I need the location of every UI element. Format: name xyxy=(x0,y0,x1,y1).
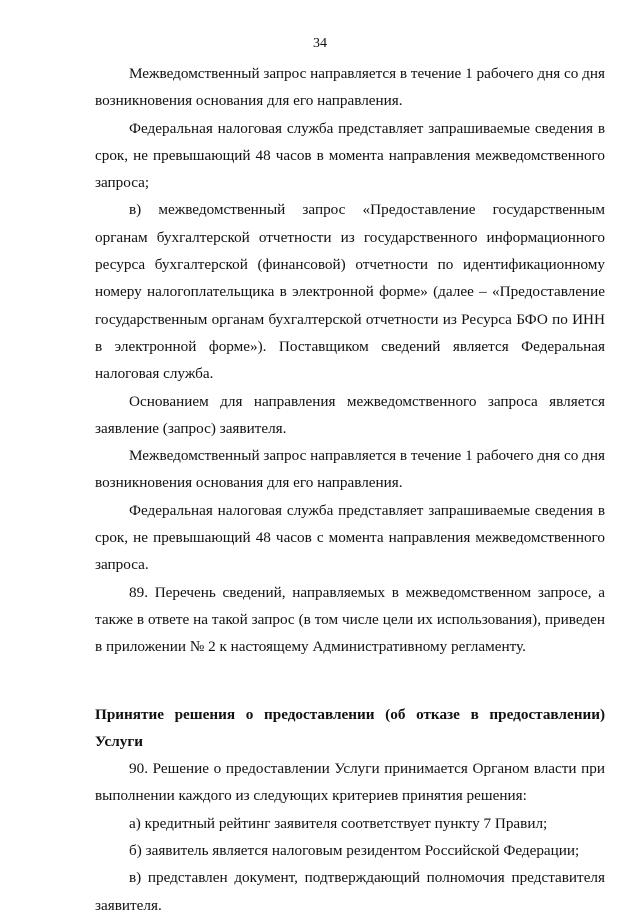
paragraph: Межведомственный запрос направляется в течение 1 рабочего дня со дня возникновения основания для его направления. xyxy=(95,65,605,110)
paragraph: Межведомственный запрос направляется в течение 1 рабочего дня со дня возникновения основания для его направления. xyxy=(95,447,605,492)
paragraph-item-89: 89. Перечень сведений, направляемых в межведомственном запросе, а также в ответе на такой запрос (в том числе цели их использования), приведен в приложении № 2 к настоящему Административному регламенту. xyxy=(95,583,605,656)
paragraph-item-90: 90. Решение о предоставлении Услуги принимается Органом власти при выполнении каждого из следующих критериев принятия решения: xyxy=(95,760,605,805)
paragraph: Основанием для направления межведомственного запроса является заявление (запрос) заявителя. xyxy=(95,392,605,437)
section-heading: Принятие решения о предоставлении (об отказе в предоставлении) Услуги xyxy=(95,705,605,750)
page-number: 34 xyxy=(313,36,327,51)
paragraph: Федеральная налоговая служба представляет запрашиваемые сведения в срок, не превышающий 48 часов в момента направления межведомственного запроса; xyxy=(95,119,605,192)
criterion-c: в) представлен документ, подтверждающий полномочия представителя заявителя. xyxy=(95,869,605,914)
document-body xyxy=(95,60,605,919)
paragraph: в) межведомственный запрос «Предоставление государственным органам бухгалтерской отчетности из государственного информационного ресурса бухгалтерской (финансовой) отчетности по идентификационному номеру налогоплательщика в электронной форме» (далее – «Предоставление государственным органам бухгалтерской отчетности из Ресурса БФО по ИНН в электронной форме»). Поставщиком сведений является Федеральная налоговая служба. xyxy=(95,201,605,383)
paragraph: Федеральная налоговая служба представляет запрашиваемые сведения в срок, не превышающий 48 часов с момента направления межведомственного запроса. xyxy=(95,501,605,574)
criterion-b: б) заявитель является налоговым резидентом Российской Федерации; xyxy=(129,842,580,860)
criterion-a: а) кредитный рейтинг заявителя соответствует пункту 7 Правил; xyxy=(129,814,548,832)
